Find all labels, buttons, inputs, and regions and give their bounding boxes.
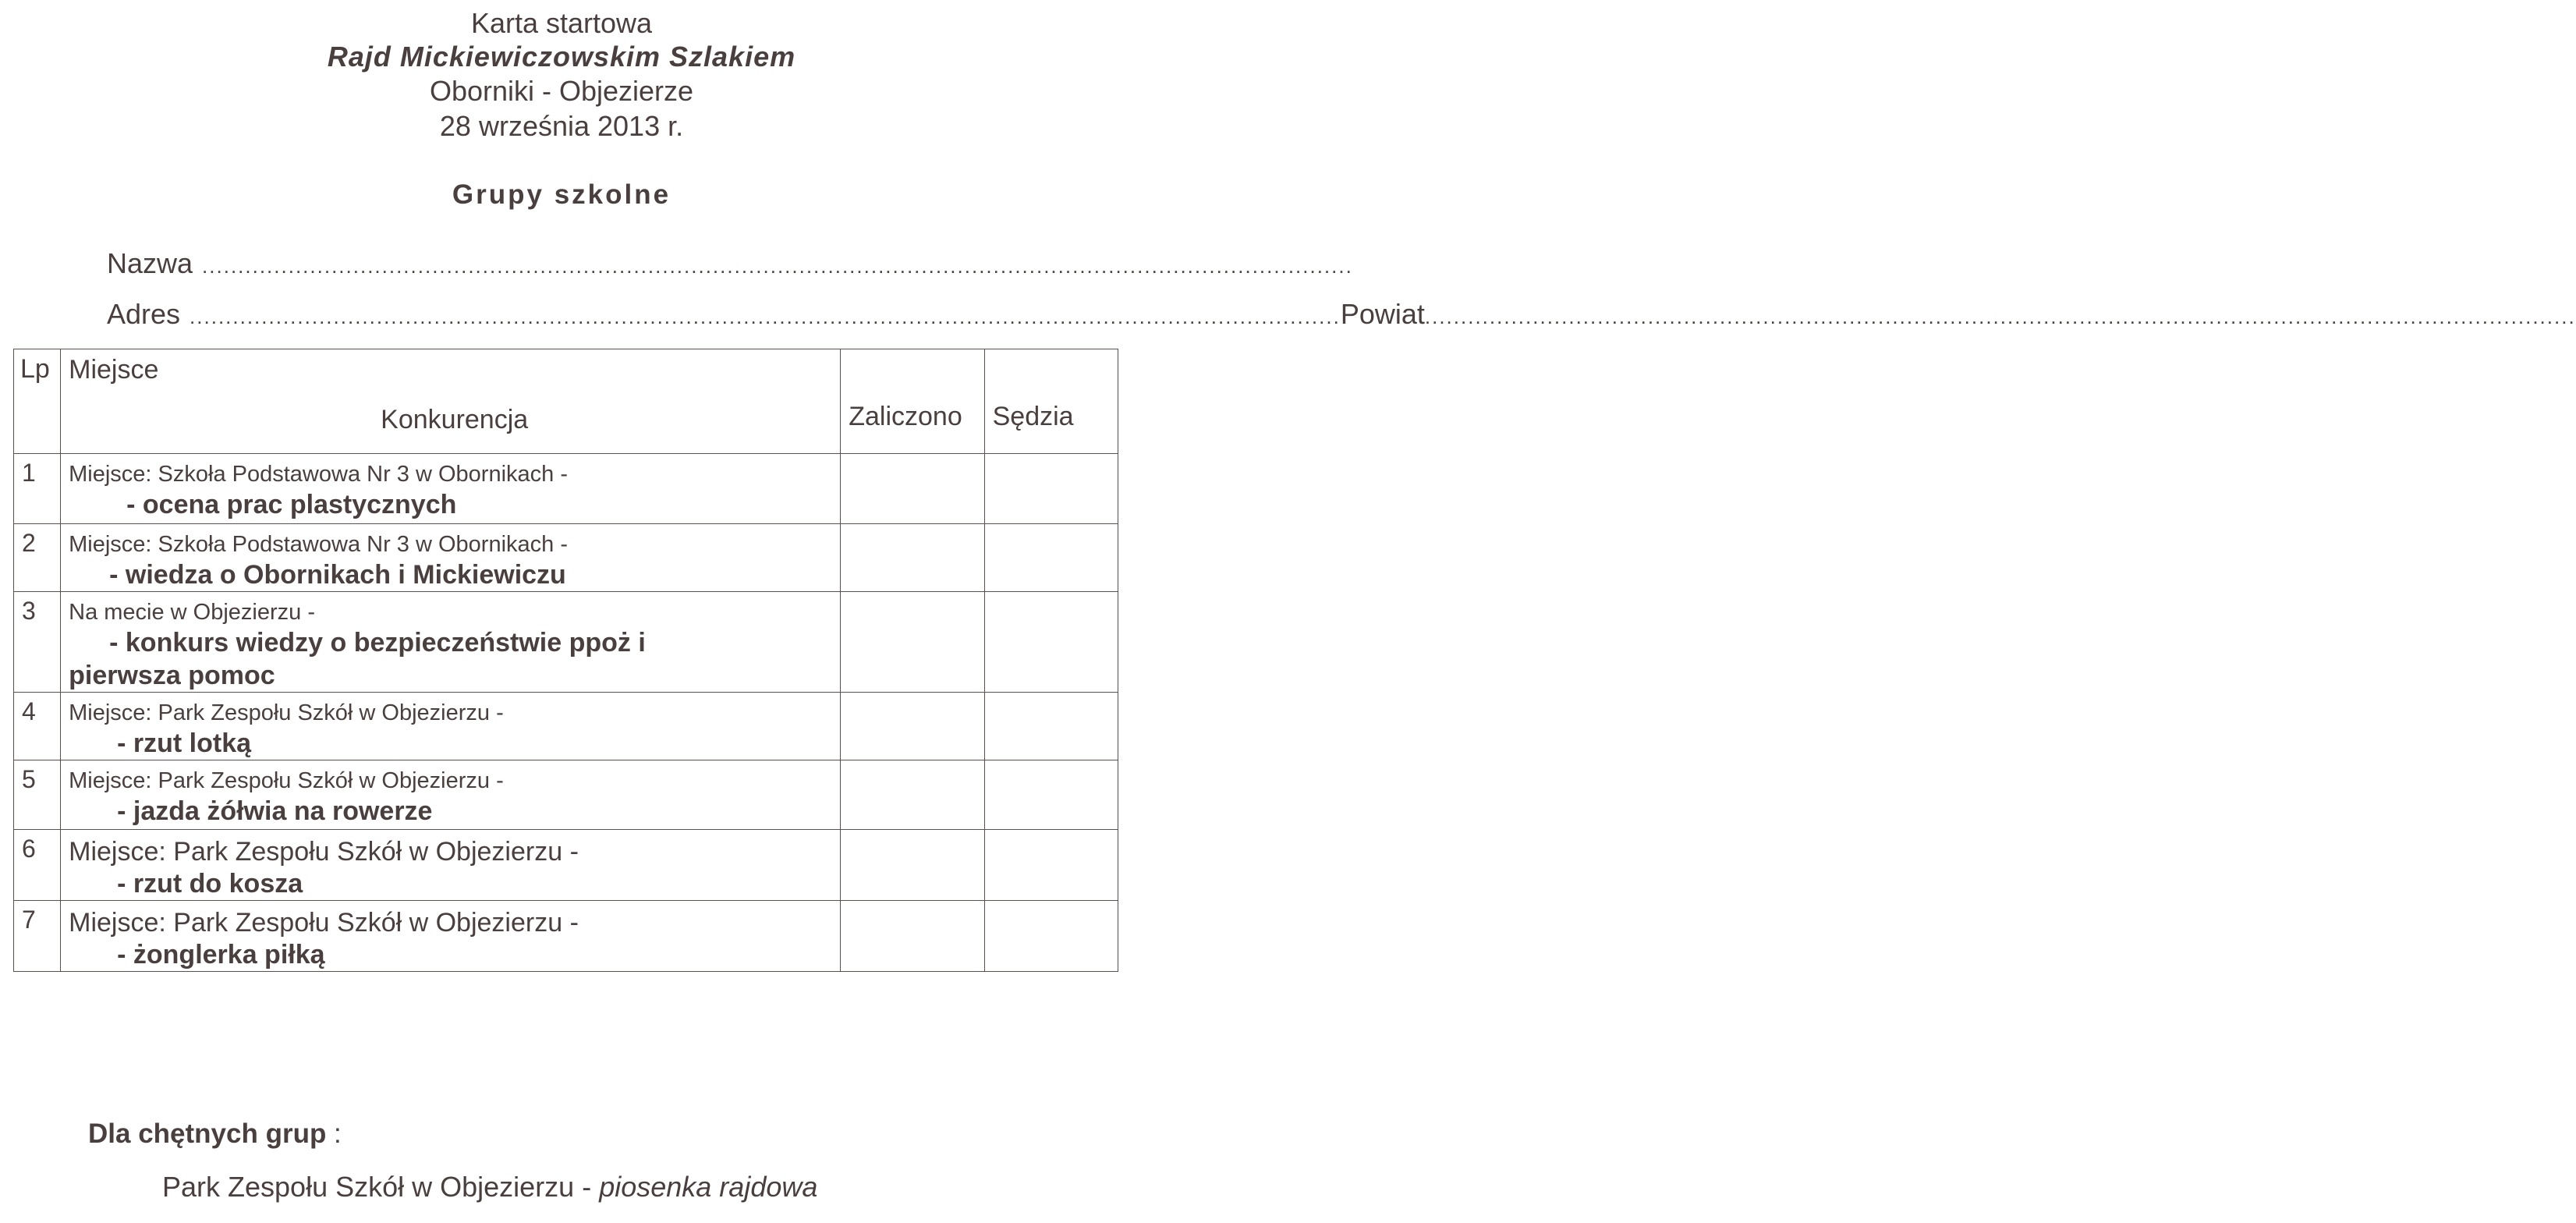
row-place: Na mecie w Objezierzu - (69, 600, 315, 625)
sedzia-cell[interactable] (984, 592, 1118, 693)
sedzia-cell[interactable] (984, 524, 1118, 592)
row-event: - konkurs wiedzy o bezpieczeństwie ppoż i (109, 628, 646, 658)
table-row (14, 693, 1118, 760)
sedzia-cell[interactable] (984, 830, 1118, 901)
sedzia-cell[interactable] (984, 454, 1118, 524)
zaliczono-cell[interactable] (841, 592, 984, 693)
row-event: - rzut do kosza (117, 869, 303, 899)
row-competition (61, 524, 841, 592)
route: Oborniki - Objezierze (429, 75, 694, 107)
row-competition (61, 454, 841, 524)
sedzia-cell[interactable] (984, 901, 1118, 972)
row-number: 1 (14, 454, 61, 524)
header-zaliczono: Zaliczono (841, 349, 984, 454)
powiat-label: Powiat (1340, 298, 1425, 330)
optional-groups-item (162, 1170, 817, 1204)
nazwa-dots: ................................................................................................................................................................ (202, 254, 1353, 278)
table-row (14, 524, 1118, 592)
optional-groups-heading (88, 1117, 342, 1151)
row-number: 2 (14, 524, 61, 592)
row-competition (61, 830, 841, 901)
row-place: Miejsce: Park Zespołu Szkół w Objezierzu - (69, 908, 579, 938)
row-place: Miejsce: Szkoła Podstawowa Nr 3 w Obornikach - (69, 532, 568, 557)
row-event: - wiedza o Obornikach i Mickiewiczu (109, 560, 566, 590)
header-lp: Lp (14, 349, 61, 454)
row-number: 3 (14, 592, 61, 693)
header-sedzia: Sędzia (984, 349, 1118, 454)
zaliczono-cell[interactable] (841, 760, 984, 830)
row-event: - ocena prac plastycznych (126, 490, 457, 519)
table-row (14, 901, 1118, 972)
optional-place: Park Zespołu Szkół w Objezierzu - (162, 1171, 600, 1203)
row-competition (61, 592, 841, 693)
zaliczono-cell[interactable] (841, 693, 984, 760)
header-miejsce: Miejsce (69, 355, 159, 385)
header-miejsce-konkurencja (61, 349, 841, 454)
zaliczono-cell[interactable] (841, 524, 984, 592)
optional-groups-colon: : (326, 1118, 342, 1149)
nazwa-field[interactable] (107, 246, 1353, 281)
row-place: Miejsce: Szkoła Podstawowa Nr 3 w Obornikach - (69, 462, 568, 487)
optional-event: piosenka rajdowa (599, 1171, 818, 1203)
optional-groups-title: Dla chętnych grup (88, 1118, 327, 1149)
table-header-row (14, 349, 1118, 454)
card-title: Karta startowa (470, 7, 653, 39)
row-event: - rzut lotką (117, 728, 252, 758)
row-place: Miejsce: Park Zespołu Szkół w Objezierzu - (69, 768, 504, 793)
row-competition (61, 760, 841, 830)
rally-name: Rajd Mickiewiczowskim Szlakiem (327, 41, 796, 73)
event-date: 28 września 2013 r. (439, 110, 684, 142)
table-row (14, 454, 1118, 524)
sedzia-cell[interactable] (984, 760, 1118, 830)
category-title: Grupy szkolne (452, 179, 671, 210)
row-event: - żonglerka piłką (117, 940, 325, 970)
row-event: - jazda żółwia na rowerze (117, 796, 433, 826)
row-number: 4 (14, 693, 61, 760)
table-row (14, 760, 1118, 830)
table-row (14, 830, 1118, 901)
row-competition (61, 901, 841, 972)
competition-table (13, 349, 1118, 972)
powiat-dots: ................................................................................................................................................................ (1424, 305, 2576, 328)
row-event-continued: pierwsza pomoc (69, 661, 275, 690)
row-number: 6 (14, 830, 61, 901)
adres-dots: ................................................................................................................................................................ (190, 305, 1341, 328)
adres-label: Adres (107, 298, 181, 330)
sedzia-cell[interactable] (984, 693, 1118, 760)
row-number: 5 (14, 760, 61, 830)
adres-field[interactable] (107, 297, 2576, 331)
header-konkurencja: Konkurencja (381, 405, 529, 434)
nazwa-label: Nazwa (107, 247, 193, 279)
zaliczono-cell[interactable] (841, 454, 984, 524)
zaliczono-cell[interactable] (841, 830, 984, 901)
row-number: 7 (14, 901, 61, 972)
table-row (14, 592, 1118, 693)
zaliczono-cell[interactable] (841, 901, 984, 972)
row-competition (61, 693, 841, 760)
row-place: Miejsce: Park Zespołu Szkół w Objezierzu - (69, 837, 579, 867)
row-place: Miejsce: Park Zespołu Szkół w Objezierzu - (69, 700, 504, 725)
